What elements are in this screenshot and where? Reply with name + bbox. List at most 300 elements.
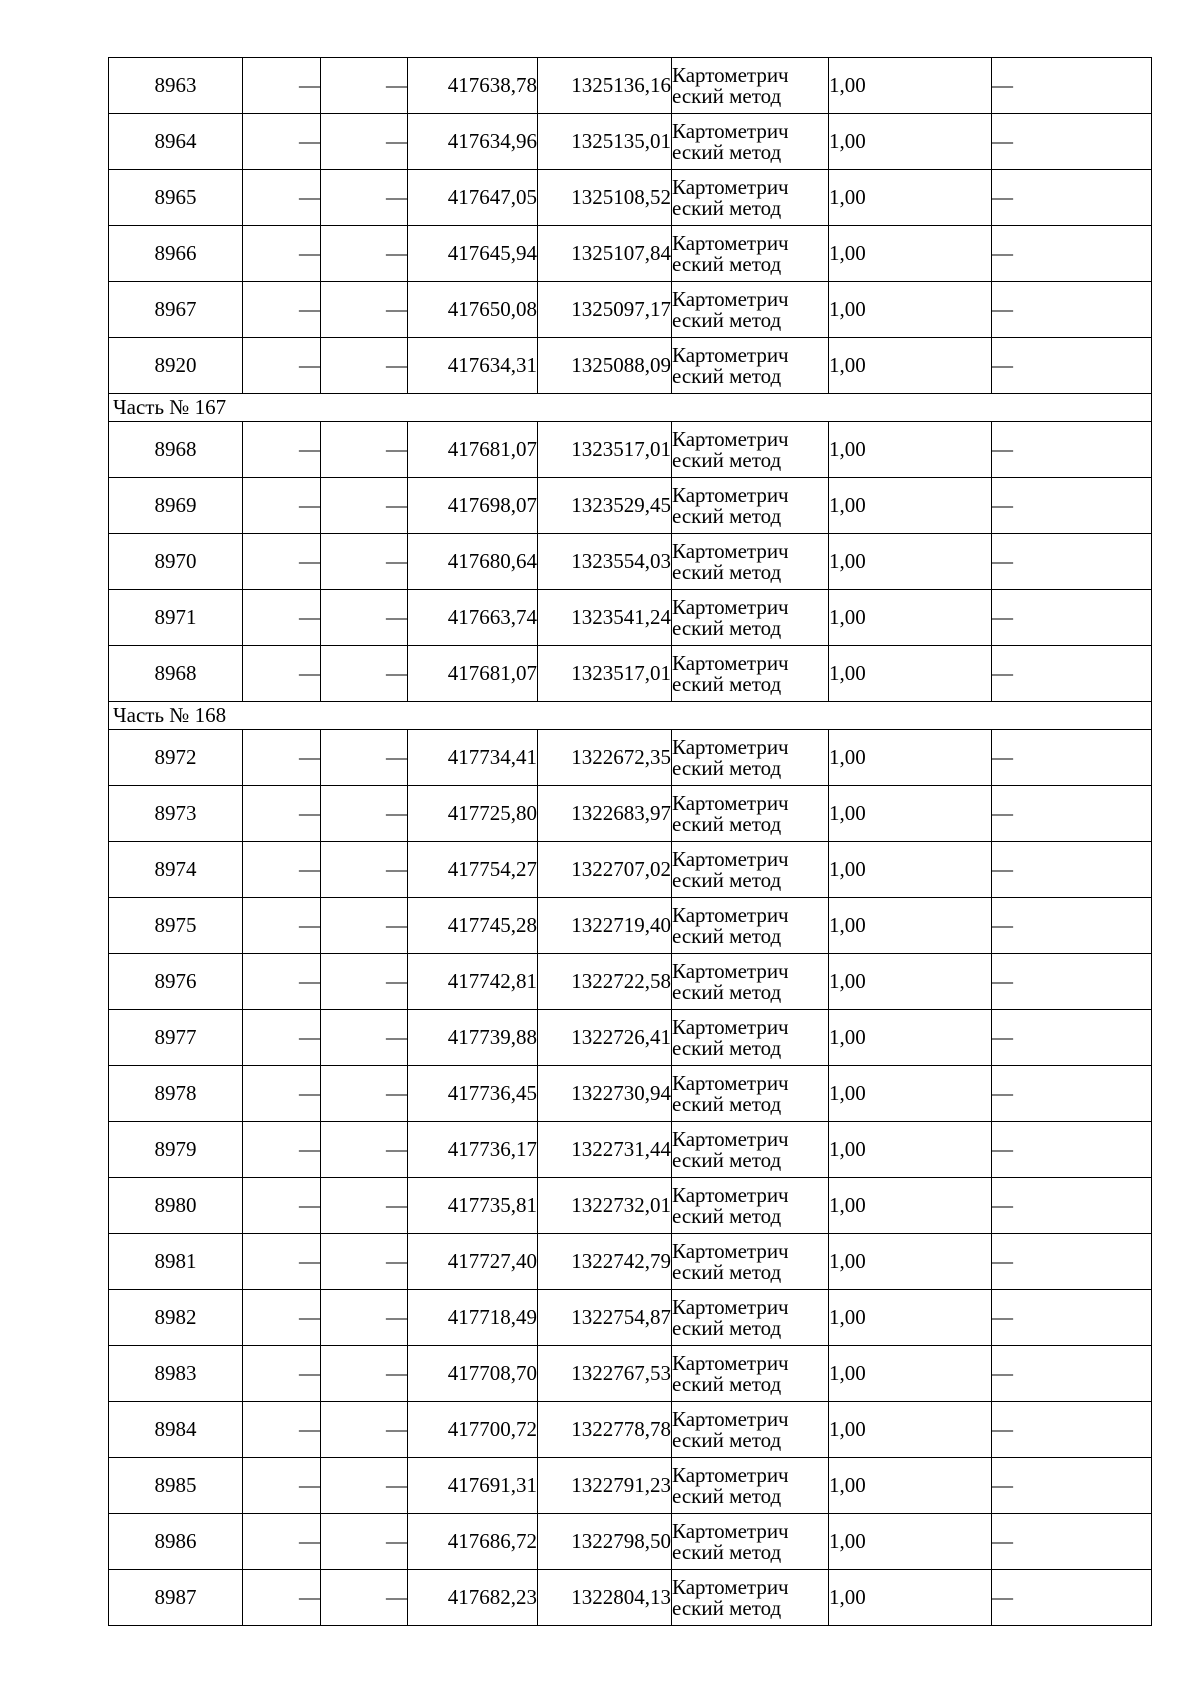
point-number-cell: 8976 — [109, 954, 243, 1010]
dash-cell: — — [321, 898, 408, 954]
table-row — [109, 1458, 1152, 1514]
accuracy-cell: 1,00 — [829, 338, 992, 394]
x-coordinate-cell: 417682,23 — [408, 1570, 538, 1626]
y-coordinate-cell: 1322719,40 — [538, 898, 672, 954]
y-coordinate-cell: 1325107,84 — [538, 226, 672, 282]
method-cell — [672, 226, 829, 282]
dash-cell: — — [992, 534, 1152, 590]
accuracy-cell: 1,00 — [829, 1010, 992, 1066]
accuracy-cell: 1,00 — [829, 58, 992, 114]
point-number-cell: 8982 — [109, 1290, 243, 1346]
x-coordinate-cell: 417725,80 — [408, 786, 538, 842]
dash-cell: — — [992, 898, 1152, 954]
dash-cell: — — [321, 954, 408, 1010]
accuracy-cell: 1,00 — [829, 898, 992, 954]
method-text-line2: еский метод — [672, 447, 782, 472]
table-row — [109, 478, 1152, 534]
dash-cell: — — [243, 58, 321, 114]
x-coordinate-cell: 417681,07 — [408, 422, 538, 478]
dash-cell: — — [243, 842, 321, 898]
method-cell — [672, 1290, 829, 1346]
table-row — [109, 282, 1152, 338]
dash-cell: — — [992, 646, 1152, 702]
method-text-line1: Картометрич — [672, 790, 789, 815]
point-number-cell: 8979 — [109, 1122, 243, 1178]
y-coordinate-cell: 1322730,94 — [538, 1066, 672, 1122]
x-coordinate-cell: 417700,72 — [408, 1402, 538, 1458]
dash-cell: — — [992, 1066, 1152, 1122]
dash-cell: — — [243, 422, 321, 478]
table-row — [109, 226, 1152, 282]
method-text-line1: Картометрич — [672, 1014, 789, 1039]
y-coordinate-cell: 1322731,44 — [538, 1122, 672, 1178]
x-coordinate-cell: 417645,94 — [408, 226, 538, 282]
dash-cell: — — [992, 1234, 1152, 1290]
y-coordinate-cell: 1322791,23 — [538, 1458, 672, 1514]
dash-cell: — — [992, 1122, 1152, 1178]
dash-cell: — — [992, 1178, 1152, 1234]
dash-cell: — — [992, 1458, 1152, 1514]
accuracy-cell: 1,00 — [829, 534, 992, 590]
y-coordinate-cell: 1322742,79 — [538, 1234, 672, 1290]
method-cell — [672, 786, 829, 842]
section-row — [109, 702, 1152, 730]
dash-cell: — — [243, 1178, 321, 1234]
method-text-line1: Картометрич — [672, 538, 789, 563]
dash-cell: — — [321, 338, 408, 394]
point-number-cell: 8966 — [109, 226, 243, 282]
table-row — [109, 842, 1152, 898]
x-coordinate-cell: 417734,41 — [408, 730, 538, 786]
dash-cell: — — [321, 1122, 408, 1178]
point-number-cell: 8970 — [109, 534, 243, 590]
method-cell — [672, 282, 829, 338]
method-cell — [672, 422, 829, 478]
y-coordinate-cell: 1322707,02 — [538, 842, 672, 898]
table-row — [109, 58, 1152, 114]
dash-cell: — — [992, 58, 1152, 114]
method-text-line2: еский метод — [672, 1259, 782, 1284]
point-number-cell: 8974 — [109, 842, 243, 898]
method-text-line2: еский метод — [672, 615, 782, 640]
y-coordinate-cell: 1323541,24 — [538, 590, 672, 646]
dash-cell: — — [992, 282, 1152, 338]
accuracy-cell: 1,00 — [829, 1122, 992, 1178]
method-text-line2: еский метод — [672, 251, 782, 276]
y-coordinate-cell: 1322726,41 — [538, 1010, 672, 1066]
accuracy-cell: 1,00 — [829, 954, 992, 1010]
method-text-line2: еский метод — [672, 1147, 782, 1172]
dash-cell: — — [243, 478, 321, 534]
method-text-line2: еский метод — [672, 979, 782, 1004]
y-coordinate-cell: 1323554,03 — [538, 534, 672, 590]
dash-cell: — — [992, 1402, 1152, 1458]
table-row — [109, 1514, 1152, 1570]
y-coordinate-cell: 1323517,01 — [538, 646, 672, 702]
accuracy-cell: 1,00 — [829, 226, 992, 282]
method-cell — [672, 1402, 829, 1458]
dash-cell: — — [243, 954, 321, 1010]
x-coordinate-cell: 417663,74 — [408, 590, 538, 646]
method-text-line2: еский метод — [672, 139, 782, 164]
dash-cell: — — [243, 898, 321, 954]
accuracy-cell: 1,00 — [829, 1178, 992, 1234]
x-coordinate-cell: 417691,31 — [408, 1458, 538, 1514]
method-text-line1: Картометрич — [672, 1182, 789, 1207]
dash-cell: — — [992, 786, 1152, 842]
accuracy-cell: 1,00 — [829, 1066, 992, 1122]
dash-cell: — — [321, 842, 408, 898]
table-row — [109, 1402, 1152, 1458]
point-number-cell: 8967 — [109, 282, 243, 338]
method-text-line1: Картометрич — [672, 426, 789, 451]
method-text-line2: еский метод — [672, 923, 782, 948]
dash-cell: — — [321, 646, 408, 702]
dash-cell: — — [243, 1290, 321, 1346]
method-text-line1: Картометрич — [672, 342, 789, 367]
point-number-cell: 8968 — [109, 646, 243, 702]
method-text-line1: Картометрич — [672, 1294, 789, 1319]
accuracy-cell: 1,00 — [829, 282, 992, 338]
dash-cell: — — [321, 478, 408, 534]
x-coordinate-cell: 417708,70 — [408, 1346, 538, 1402]
method-cell — [672, 1234, 829, 1290]
method-text-line2: еский метод — [672, 195, 782, 220]
method-text-line2: еский метод — [672, 1371, 782, 1396]
dash-cell: — — [992, 226, 1152, 282]
coordinates-table — [108, 57, 1152, 1626]
method-text-line1: Картометрич — [672, 118, 789, 143]
x-coordinate-cell: 417745,28 — [408, 898, 538, 954]
accuracy-cell: 1,00 — [829, 1570, 992, 1626]
method-cell — [672, 534, 829, 590]
method-text-line1: Картометрич — [672, 286, 789, 311]
method-cell — [672, 954, 829, 1010]
method-cell — [672, 1066, 829, 1122]
dash-cell: — — [243, 282, 321, 338]
table-row — [109, 1290, 1152, 1346]
dash-cell: — — [243, 534, 321, 590]
section-title: Часть № 167 — [109, 394, 1152, 422]
dash-cell: — — [992, 1010, 1152, 1066]
point-number-cell: 8964 — [109, 114, 243, 170]
x-coordinate-cell: 417739,88 — [408, 1010, 538, 1066]
y-coordinate-cell: 1322754,87 — [538, 1290, 672, 1346]
method-text-line2: еский метод — [672, 1035, 782, 1060]
method-text-line1: Картометрич — [672, 734, 789, 759]
dash-cell: — — [992, 338, 1152, 394]
method-text-line2: еский метод — [672, 755, 782, 780]
x-coordinate-cell: 417742,81 — [408, 954, 538, 1010]
dash-cell: — — [243, 338, 321, 394]
table-row — [109, 170, 1152, 226]
accuracy-cell: 1,00 — [829, 478, 992, 534]
method-cell — [672, 58, 829, 114]
dash-cell: — — [243, 1458, 321, 1514]
dash-cell: — — [243, 1234, 321, 1290]
x-coordinate-cell: 417754,27 — [408, 842, 538, 898]
dash-cell: — — [992, 1290, 1152, 1346]
y-coordinate-cell: 1323517,01 — [538, 422, 672, 478]
x-coordinate-cell: 417650,08 — [408, 282, 538, 338]
point-number-cell: 8986 — [109, 1514, 243, 1570]
table-row — [109, 534, 1152, 590]
x-coordinate-cell: 417681,07 — [408, 646, 538, 702]
method-cell — [672, 898, 829, 954]
method-text-line2: еский метод — [672, 363, 782, 388]
method-text-line1: Картометрич — [672, 1126, 789, 1151]
method-cell — [672, 1514, 829, 1570]
method-text-line1: Картометрич — [672, 482, 789, 507]
point-number-cell: 8977 — [109, 1010, 243, 1066]
dash-cell: — — [243, 170, 321, 226]
accuracy-cell: 1,00 — [829, 1234, 992, 1290]
y-coordinate-cell: 1325108,52 — [538, 170, 672, 226]
y-coordinate-cell: 1325135,01 — [538, 114, 672, 170]
point-number-cell: 8984 — [109, 1402, 243, 1458]
method-text-line1: Картометрич — [672, 1070, 789, 1095]
dash-cell: — — [321, 730, 408, 786]
method-cell — [672, 646, 829, 702]
x-coordinate-cell: 417736,45 — [408, 1066, 538, 1122]
point-number-cell: 8920 — [109, 338, 243, 394]
y-coordinate-cell: 1322804,13 — [538, 1570, 672, 1626]
point-number-cell: 8983 — [109, 1346, 243, 1402]
y-coordinate-cell: 1325097,17 — [538, 282, 672, 338]
method-text-line1: Картометрич — [672, 1462, 789, 1487]
table-row — [109, 114, 1152, 170]
dash-cell: — — [243, 786, 321, 842]
table-row — [109, 1066, 1152, 1122]
x-coordinate-cell: 417634,31 — [408, 338, 538, 394]
dash-cell: — — [243, 1066, 321, 1122]
method-cell — [672, 1010, 829, 1066]
dash-cell: — — [243, 590, 321, 646]
dash-cell: — — [321, 534, 408, 590]
dash-cell: — — [321, 786, 408, 842]
point-number-cell: 8985 — [109, 1458, 243, 1514]
method-text-line2: еский метод — [672, 1595, 782, 1620]
dash-cell: — — [321, 1178, 408, 1234]
dash-cell: — — [992, 422, 1152, 478]
method-cell — [672, 730, 829, 786]
table-row — [109, 1122, 1152, 1178]
x-coordinate-cell: 417680,64 — [408, 534, 538, 590]
dash-cell: — — [992, 114, 1152, 170]
method-text-line1: Картометрич — [672, 62, 789, 87]
accuracy-cell: 1,00 — [829, 730, 992, 786]
dash-cell: — — [243, 1514, 321, 1570]
y-coordinate-cell: 1322683,97 — [538, 786, 672, 842]
point-number-cell: 8987 — [109, 1570, 243, 1626]
point-number-cell: 8969 — [109, 478, 243, 534]
table-row — [109, 422, 1152, 478]
point-number-cell: 8980 — [109, 1178, 243, 1234]
dash-cell: — — [321, 1514, 408, 1570]
y-coordinate-cell: 1322732,01 — [538, 1178, 672, 1234]
dash-cell: — — [992, 1570, 1152, 1626]
accuracy-cell: 1,00 — [829, 114, 992, 170]
method-text-line2: еский метод — [672, 1427, 782, 1452]
y-coordinate-cell: 1323529,45 — [538, 478, 672, 534]
dash-cell: — — [992, 842, 1152, 898]
dash-cell: — — [243, 1570, 321, 1626]
dash-cell: — — [321, 282, 408, 338]
dash-cell: — — [243, 114, 321, 170]
point-number-cell: 8971 — [109, 590, 243, 646]
method-text-line2: еский метод — [672, 83, 782, 108]
point-number-cell: 8963 — [109, 58, 243, 114]
dash-cell: — — [992, 1346, 1152, 1402]
dash-cell: — — [992, 1514, 1152, 1570]
method-text-line2: еский метод — [672, 1315, 782, 1340]
dash-cell: — — [321, 1346, 408, 1402]
accuracy-cell: 1,00 — [829, 1346, 992, 1402]
accuracy-cell: 1,00 — [829, 1458, 992, 1514]
method-cell — [672, 590, 829, 646]
method-text-line1: Картометрич — [672, 650, 789, 675]
x-coordinate-cell: 417638,78 — [408, 58, 538, 114]
table-row — [109, 786, 1152, 842]
table-body — [109, 58, 1152, 1626]
dash-cell: — — [992, 478, 1152, 534]
x-coordinate-cell: 417698,07 — [408, 478, 538, 534]
method-text-line2: еский метод — [672, 503, 782, 528]
table-row — [109, 1010, 1152, 1066]
method-text-line1: Картометрич — [672, 594, 789, 619]
dash-cell: — — [992, 730, 1152, 786]
accuracy-cell: 1,00 — [829, 1290, 992, 1346]
method-text-line1: Картометрич — [672, 1518, 789, 1543]
method-text-line2: еский метод — [672, 1539, 782, 1564]
dash-cell: — — [243, 226, 321, 282]
point-number-cell: 8973 — [109, 786, 243, 842]
dash-cell: — — [321, 1570, 408, 1626]
dash-cell: — — [243, 730, 321, 786]
method-text-line2: еский метод — [672, 671, 782, 696]
dash-cell: — — [321, 58, 408, 114]
table-row — [109, 898, 1152, 954]
method-text-line2: еский метод — [672, 559, 782, 584]
method-text-line1: Картометрич — [672, 958, 789, 983]
dash-cell: — — [243, 1402, 321, 1458]
method-cell — [672, 114, 829, 170]
dash-cell: — — [321, 226, 408, 282]
dash-cell: — — [321, 1010, 408, 1066]
method-text-line1: Картометрич — [672, 1350, 789, 1375]
table-row — [109, 1570, 1152, 1626]
table-row — [109, 1346, 1152, 1402]
dash-cell: — — [321, 422, 408, 478]
accuracy-cell: 1,00 — [829, 646, 992, 702]
method-text-line2: еский метод — [672, 1483, 782, 1508]
dash-cell: — — [992, 590, 1152, 646]
accuracy-cell: 1,00 — [829, 1402, 992, 1458]
dash-cell: — — [321, 1290, 408, 1346]
x-coordinate-cell: 417686,72 — [408, 1514, 538, 1570]
x-coordinate-cell: 417718,49 — [408, 1290, 538, 1346]
method-cell — [672, 1178, 829, 1234]
method-text-line2: еский метод — [672, 811, 782, 836]
dash-cell: — — [243, 1122, 321, 1178]
method-text-line2: еский метод — [672, 1091, 782, 1116]
accuracy-cell: 1,00 — [829, 786, 992, 842]
table-row — [109, 1178, 1152, 1234]
x-coordinate-cell: 417634,96 — [408, 114, 538, 170]
y-coordinate-cell: 1322778,78 — [538, 1402, 672, 1458]
y-coordinate-cell: 1325088,09 — [538, 338, 672, 394]
table-row — [109, 954, 1152, 1010]
method-text-line1: Картометрич — [672, 846, 789, 871]
table-row — [109, 1234, 1152, 1290]
method-cell — [672, 170, 829, 226]
accuracy-cell: 1,00 — [829, 842, 992, 898]
method-cell — [672, 842, 829, 898]
method-cell — [672, 478, 829, 534]
dash-cell: — — [321, 590, 408, 646]
dash-cell: — — [321, 114, 408, 170]
method-cell — [672, 1346, 829, 1402]
dash-cell: — — [321, 1402, 408, 1458]
y-coordinate-cell: 1322722,58 — [538, 954, 672, 1010]
method-text-line2: еский метод — [672, 867, 782, 892]
y-coordinate-cell: 1322798,50 — [538, 1514, 672, 1570]
point-number-cell: 8972 — [109, 730, 243, 786]
dash-cell: — — [992, 954, 1152, 1010]
accuracy-cell: 1,00 — [829, 1514, 992, 1570]
section-row — [109, 394, 1152, 422]
method-cell — [672, 1458, 829, 1514]
dash-cell: — — [321, 1458, 408, 1514]
dash-cell: — — [243, 1010, 321, 1066]
accuracy-cell: 1,00 — [829, 170, 992, 226]
point-number-cell: 8981 — [109, 1234, 243, 1290]
dash-cell: — — [321, 170, 408, 226]
table-row — [109, 730, 1152, 786]
y-coordinate-cell: 1322672,35 — [538, 730, 672, 786]
accuracy-cell: 1,00 — [829, 590, 992, 646]
dash-cell: — — [243, 646, 321, 702]
accuracy-cell: 1,00 — [829, 422, 992, 478]
method-cell — [672, 1122, 829, 1178]
y-coordinate-cell: 1322767,53 — [538, 1346, 672, 1402]
table-row — [109, 338, 1152, 394]
x-coordinate-cell: 417736,17 — [408, 1122, 538, 1178]
x-coordinate-cell: 417647,05 — [408, 170, 538, 226]
method-text-line1: Картометрич — [672, 902, 789, 927]
method-text-line1: Картометрич — [672, 174, 789, 199]
point-number-cell: 8965 — [109, 170, 243, 226]
point-number-cell: 8975 — [109, 898, 243, 954]
x-coordinate-cell: 417727,40 — [408, 1234, 538, 1290]
method-text-line1: Картометрич — [672, 1574, 789, 1599]
table-row — [109, 590, 1152, 646]
section-title: Часть № 168 — [109, 702, 1152, 730]
method-cell — [672, 338, 829, 394]
dash-cell: — — [992, 170, 1152, 226]
table-row — [109, 646, 1152, 702]
method-text-line1: Картометрич — [672, 230, 789, 255]
dash-cell: — — [321, 1234, 408, 1290]
method-text-line2: еский метод — [672, 307, 782, 332]
method-text-line1: Картометрич — [672, 1238, 789, 1263]
y-coordinate-cell: 1325136,16 — [538, 58, 672, 114]
x-coordinate-cell: 417735,81 — [408, 1178, 538, 1234]
dash-cell: — — [321, 1066, 408, 1122]
method-text-line2: еский метод — [672, 1203, 782, 1228]
point-number-cell: 8968 — [109, 422, 243, 478]
dash-cell: — — [243, 1346, 321, 1402]
